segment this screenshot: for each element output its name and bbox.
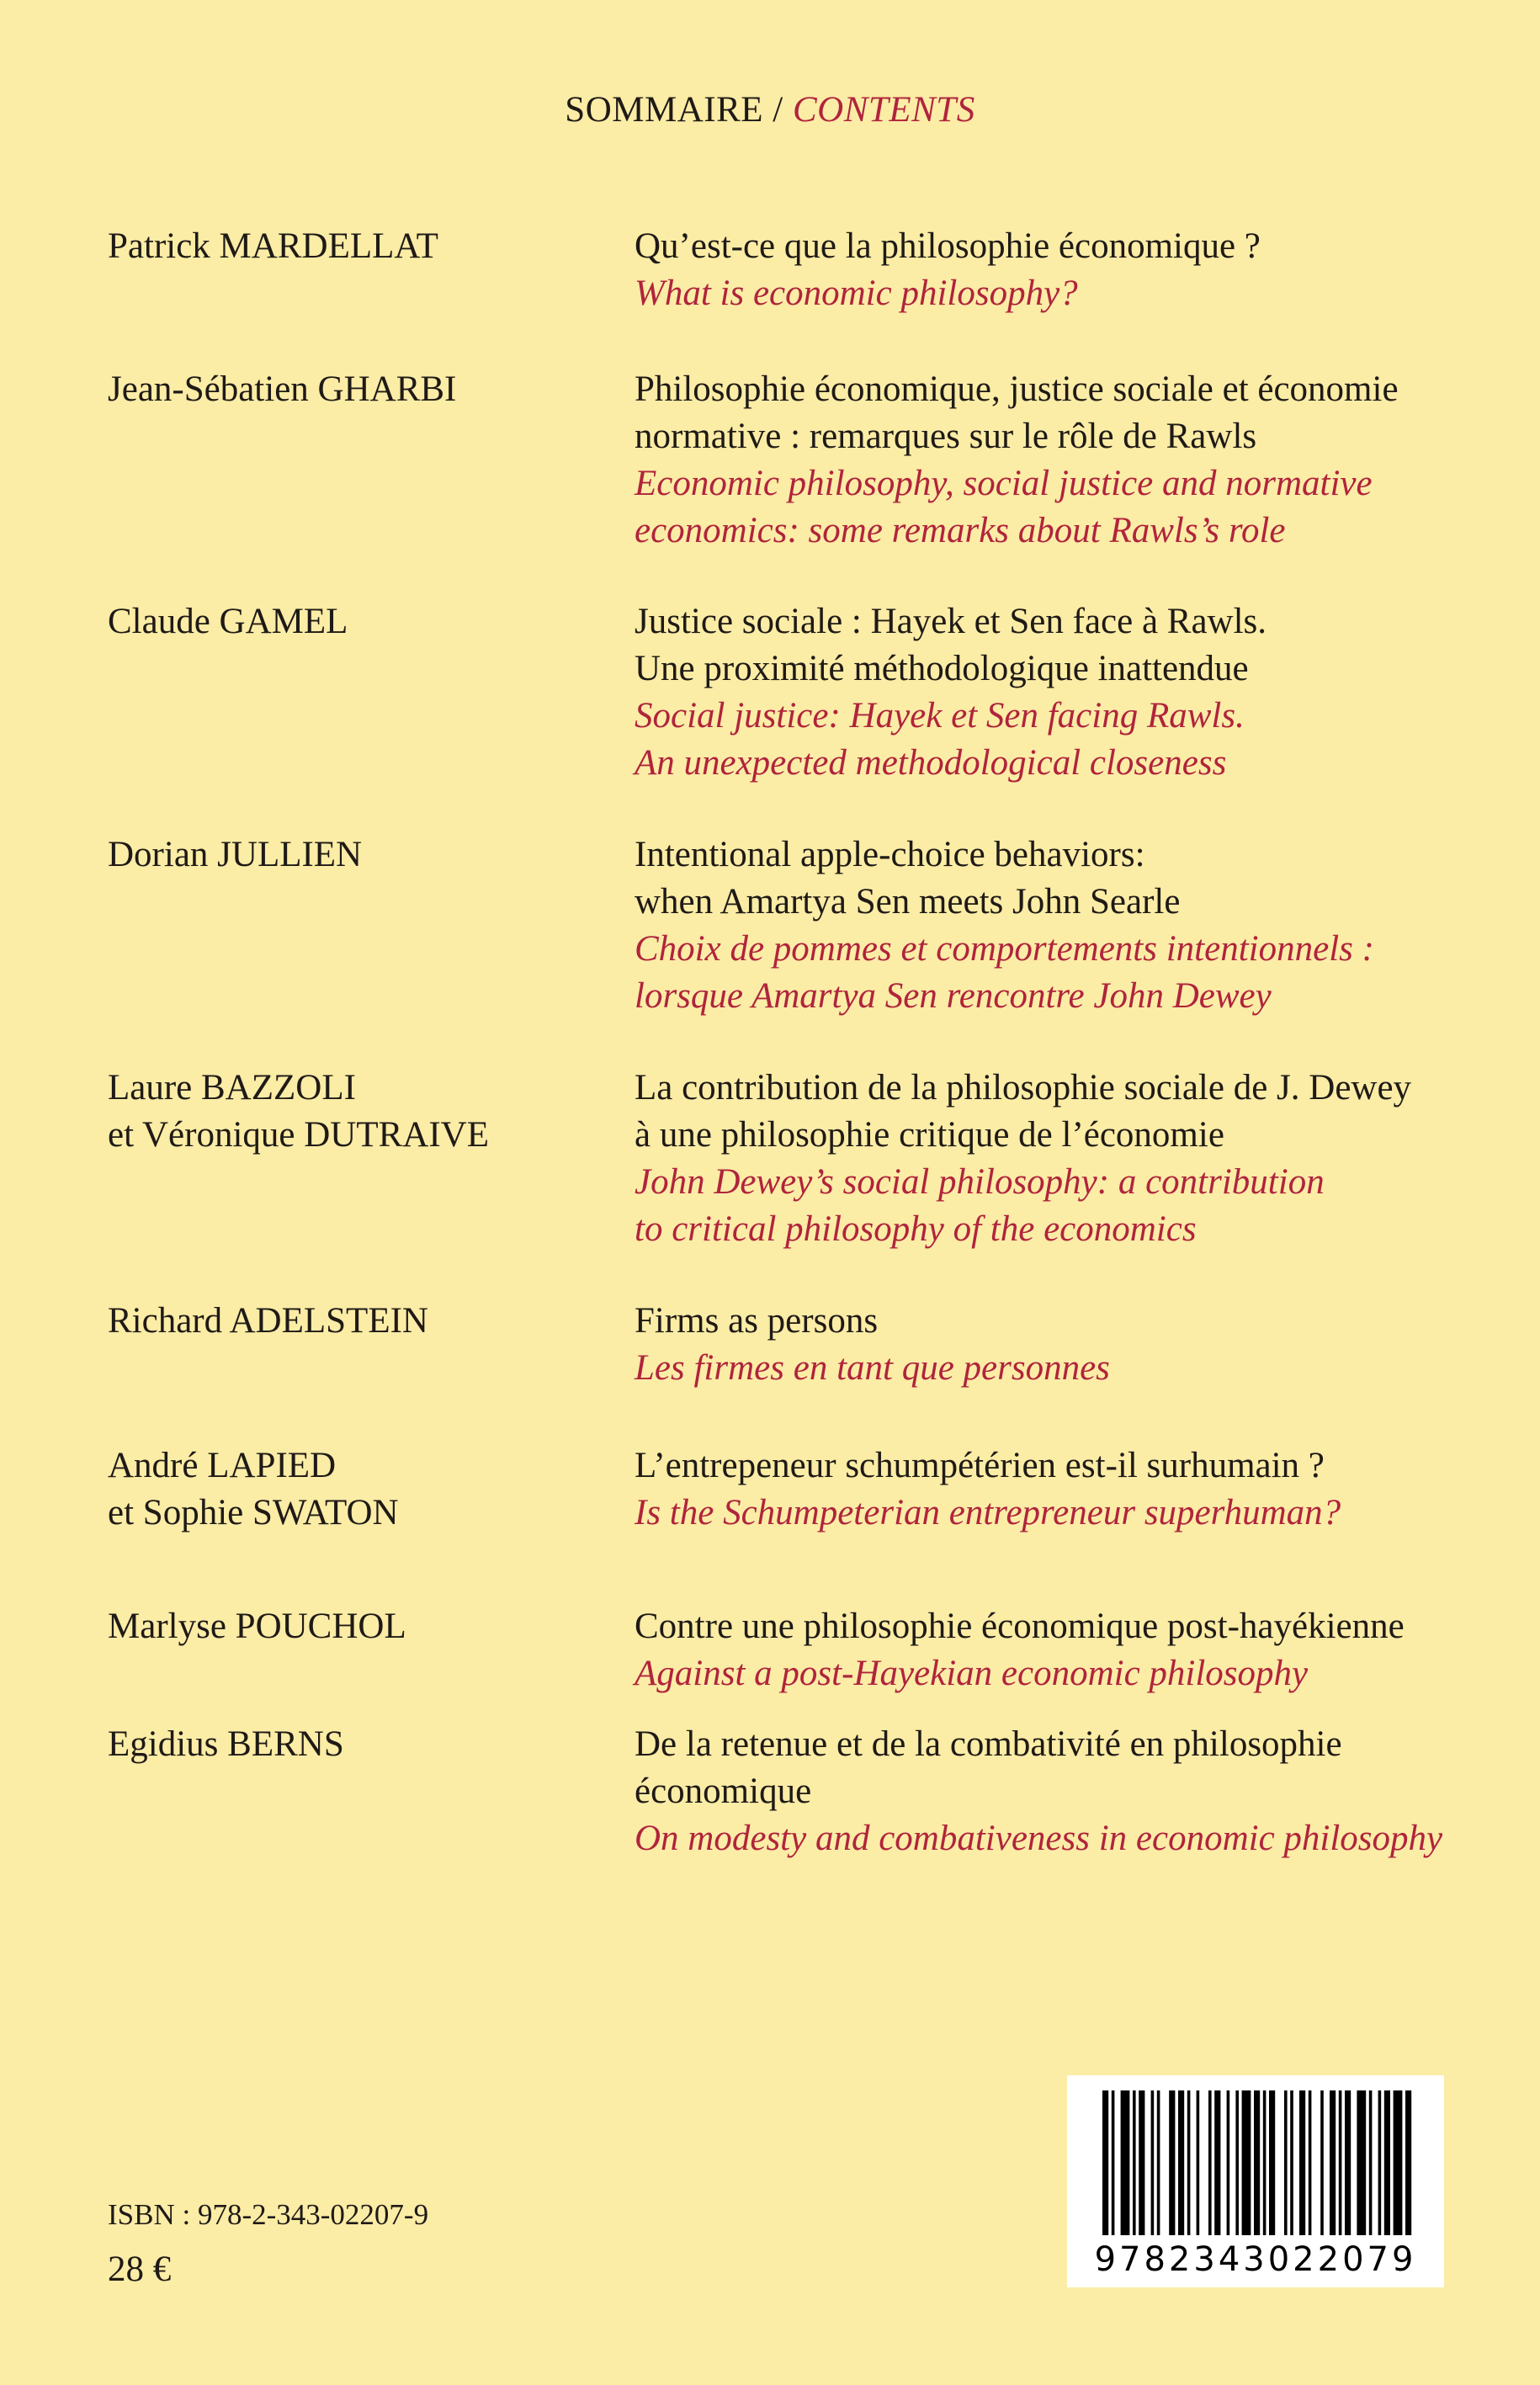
barcode-bar — [1254, 2090, 1260, 2235]
title-french-line: La contribution de la philosophie sociale de J. Dewey — [635, 1068, 1412, 1108]
barcode-bar — [1405, 2090, 1411, 2235]
barcode-bar — [1330, 2090, 1336, 2235]
barcode-bar — [1378, 2090, 1382, 2235]
entry-titles — [635, 366, 1510, 555]
title-english-line: An unexpected methodological closeness — [635, 743, 1227, 783]
title-english-line: lorsque Amartya Sen rencontre John Dewey — [635, 976, 1272, 1016]
author-line: Jean-Sébatien GHARBI — [108, 369, 457, 409]
entry-titles — [635, 223, 1510, 317]
title-english — [635, 1815, 1510, 1862]
barcode-bar — [1112, 2090, 1115, 2235]
title-french — [635, 1442, 1510, 1490]
barcode-bar — [1121, 2090, 1130, 2235]
barcode-bar — [1169, 2090, 1175, 2235]
title-french-line: when Amartya Sen meets John Searle — [635, 882, 1181, 922]
title-french — [635, 598, 1510, 693]
author-line: et Véronique DUTRAIVE — [108, 1115, 489, 1155]
entry-titles — [635, 1065, 1510, 1253]
price-label: 28 € — [108, 2250, 172, 2289]
barcode-bar — [1369, 2090, 1373, 2235]
title-french-line: Une proximité méthodologique inattendue — [635, 649, 1249, 688]
title-french — [635, 223, 1510, 270]
title-separator: / — [763, 90, 793, 130]
title-english-line: What is economic philosophy? — [635, 274, 1078, 313]
title-english — [635, 270, 1510, 317]
barcode-bar — [1227, 2090, 1230, 2235]
title-french-line: Contre une philosophie économique post-hayékienne — [635, 1607, 1405, 1646]
author-line: Laure BAZZOLI — [108, 1068, 356, 1108]
title-french — [635, 831, 1510, 926]
author-line: Patrick MARDELLAT — [108, 226, 438, 266]
title-french-line: Firms as persons — [635, 1301, 879, 1341]
barcode-bar — [1339, 2090, 1342, 2235]
title-english-line: economics: some remarks about Rawls’s role — [635, 511, 1286, 550]
title-english-line: On modesty and combativeness in economic philosophy — [635, 1819, 1443, 1858]
entry-titles — [635, 598, 1510, 787]
title-en: CONTENTS — [793, 90, 975, 130]
entry-author — [108, 1065, 579, 1159]
title-french-line: à une philosophie critique de l’économie — [635, 1115, 1224, 1155]
isbn-label: ISBN : 978-2-343-02207-9 — [108, 2198, 429, 2231]
barcode-bar — [1290, 2090, 1293, 2235]
entry-titles — [635, 831, 1510, 1020]
title-english — [635, 926, 1510, 1020]
barcode-bar — [1197, 2090, 1200, 2235]
title-english — [635, 1650, 1510, 1697]
title-french-line: économique — [635, 1771, 812, 1811]
barcode-bar — [1345, 2090, 1351, 2235]
barcode-bar — [1309, 2090, 1312, 2235]
title-french-line: Qu’est-ce que la philosophie économique ? — [635, 226, 1261, 266]
barcode-bar — [1320, 2090, 1324, 2235]
barcode-bar — [1357, 2090, 1366, 2235]
entry-titles — [635, 1721, 1510, 1862]
title-english-line: Economic philosophy, social justice and normative — [635, 464, 1373, 503]
barcode-bar — [1269, 2090, 1275, 2235]
barcode-bar — [1178, 2090, 1184, 2235]
title-english-line: to critical philosophy of the economics — [635, 1209, 1197, 1249]
barcode-bar — [1214, 2090, 1220, 2235]
title-english-line: Is the Schumpeterian entrepreneur superhuman? — [635, 1493, 1341, 1532]
entry-author — [108, 598, 579, 645]
author-line: et Sophie SWATON — [108, 1493, 399, 1532]
barcode-digits: 9782343022079 — [1094, 2240, 1417, 2279]
title-fr: SOMMAIRE — [565, 90, 764, 130]
barcode-bar — [1187, 2090, 1191, 2235]
title-french-line: Justice sociale : Hayek et Sen face à Rawls. — [635, 602, 1267, 641]
title-french-line: De la retenue et de la combativité en philosophie — [635, 1724, 1342, 1764]
barcode-bar — [1208, 2090, 1212, 2235]
title-english-line: Les firmes en tant que personnes — [635, 1348, 1110, 1388]
title-french — [635, 366, 1510, 460]
title-english — [635, 460, 1510, 555]
author-line: Marlyse POUCHOL — [108, 1607, 406, 1646]
barcode-bar — [1235, 2090, 1239, 2235]
title-french-line: L’entrepeneur schumpétérien est-il surhumain ? — [635, 1446, 1325, 1485]
author-line: Dorian JULLIEN — [108, 835, 363, 874]
title-english — [635, 1490, 1510, 1537]
entry-author — [108, 1721, 579, 1768]
title-english — [635, 1345, 1510, 1392]
title-french-line: normative : remarques sur le rôle de Rawls — [635, 417, 1257, 456]
entry-titles — [635, 1442, 1510, 1537]
title-english-line: Choix de pommes et comportements intentionnels : — [635, 929, 1374, 969]
title-english — [635, 1159, 1510, 1253]
entry-author — [108, 223, 579, 270]
barcode-bar — [1263, 2090, 1267, 2235]
author-line: Claude GAMEL — [108, 602, 348, 641]
entry-author — [108, 1442, 579, 1537]
entry-author — [108, 1298, 579, 1345]
author-line: André LAPIED — [108, 1446, 337, 1485]
entry-author — [108, 1603, 579, 1650]
title-french — [635, 1721, 1510, 1815]
author-line: Richard ADELSTEIN — [108, 1301, 428, 1341]
title-english-line: John Dewey’s social philosophy: a contribution — [635, 1162, 1325, 1202]
title-french-line: Intentional apple-choice behaviors: — [635, 835, 1145, 874]
title-english-line: Social justice: Hayek et Sen facing Rawls. — [635, 696, 1245, 736]
barcode-bar — [1299, 2090, 1305, 2235]
barcode-bar — [1151, 2090, 1155, 2235]
entry-author — [108, 366, 579, 413]
title-french — [635, 1603, 1510, 1650]
entry-author — [108, 831, 579, 879]
entry-titles — [635, 1603, 1510, 1697]
title-english — [635, 693, 1510, 787]
barcode-bar — [1394, 2090, 1403, 2235]
barcode-bar — [1284, 2090, 1288, 2235]
title-english-line: Against a post-Hayekian economic philosophy — [635, 1654, 1309, 1693]
title-french-line: Philosophie économique, justice sociale et économie — [635, 369, 1399, 409]
barcode-bar — [1242, 2090, 1251, 2235]
title-french — [635, 1298, 1510, 1345]
barcode-bar — [1384, 2090, 1390, 2235]
barcode-bar — [1157, 2090, 1160, 2235]
author-line: Egidius BERNS — [108, 1724, 344, 1764]
barcode-bar — [1102, 2090, 1108, 2235]
barcode — [1067, 2075, 1444, 2287]
barcode-bar — [1139, 2090, 1144, 2235]
title-french — [635, 1065, 1510, 1159]
barcode-bar — [1133, 2090, 1136, 2235]
entry-titles — [635, 1298, 1510, 1392]
page-title — [0, 89, 1540, 130]
